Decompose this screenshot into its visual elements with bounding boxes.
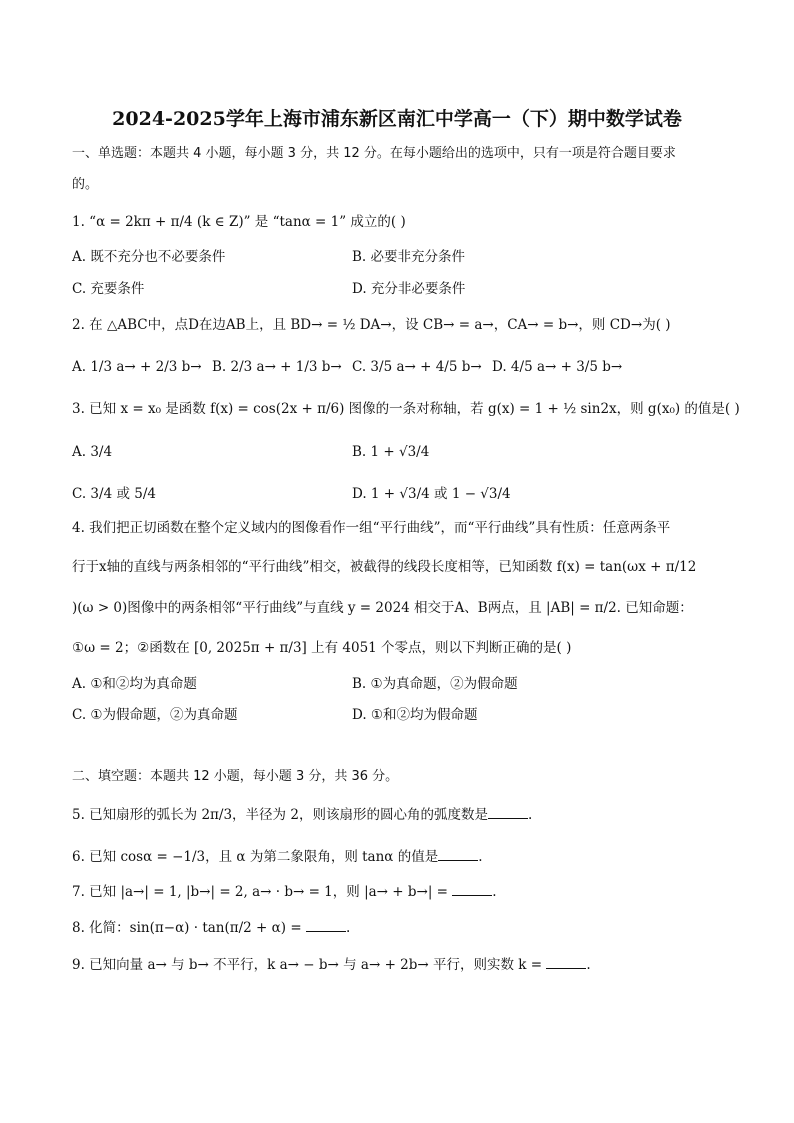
q3-option-a: A. 3/4	[72, 444, 113, 460]
q9-end: .	[586, 957, 591, 973]
answer-blank	[546, 955, 586, 969]
question-3-stem: 3. 已知 x = x₀ 是函数 f(x) = cos(2x + π/6) 图像的一条对称轴，若 g(x) = 1 + ½ sin2x，则 g(x₀) 的值是( )	[72, 401, 740, 417]
q1-option-b: B. 必要非充分条件	[352, 249, 466, 265]
question-7	[72, 882, 497, 902]
q6-end: .	[478, 849, 483, 865]
section1-header: 一、单选题：本题共 4 小题，每小题 3 分，共 12 分。在每小题给出的选项中，只有一项是符合题目要求	[72, 146, 676, 161]
q7-text: 7. 已知 |a→| = 1, |b→| = 2, a→ · b→ = 1，则 |a→ + b→| =	[72, 884, 453, 900]
q1-option-a: A. 既不充分也不必要条件	[72, 249, 226, 265]
q7-end: .	[492, 884, 497, 900]
section1-header-cont: 的。	[72, 177, 99, 192]
q8-end: .	[345, 920, 351, 936]
question-4-stem-line1: 4. 我们把正切函数在整个定义域内的图像看作一组“平行曲线”，而“平行曲线”具有性质：任意两条平	[72, 520, 671, 536]
q6-text: 6. 已知 cosα = −1/3，且 α 为第二象限角，则 tanα 的值是	[72, 849, 439, 865]
q2-option-c: C. 3/5 a→ + 4/5 b→	[352, 359, 482, 375]
q4-option-a: A. ①和②均为真命题	[72, 676, 197, 692]
q3-option-b: B. 1 + √3/4	[352, 444, 430, 460]
q2-option-a: A. 1/3 a→ + 2/3 b→	[72, 359, 202, 375]
q8-text: 8. 化简：sin(π−α) · tan(π/2 + α) =	[72, 920, 306, 936]
q2-option-b: B. 2/3 a→ + 1/3 b→	[212, 359, 342, 375]
q3-option-d: D. 1 + √3/4 或 1 − √3/4	[352, 486, 511, 502]
question-4-stem-line2: 行于x轴的直线与两条相邻的“平行曲线”相交，被截得的线段长度相等，已知函数 f(x) = tan(ωx + π/12	[72, 559, 697, 575]
answer-blank	[452, 882, 492, 896]
q2-option-d: D. 4/5 a→ + 3/5 b→	[492, 359, 623, 375]
question-4-stem-line4: ①ω = 2；②函数在 [0, 2025π + π/3] 上有 4051 个零点，则以下判断正确的是( )	[72, 640, 572, 656]
question-4-stem-line3: )(ω > 0)图像中的两条相邻“平行曲线”与直线 y = 2024 相交于A、B两点，且 |AB| = π/2. 已知命题：	[72, 600, 693, 616]
q3-option-c: C. 3/4 或 5/4	[72, 486, 156, 502]
answer-blank	[438, 847, 478, 861]
question-2-stem: 2. 在 △ABC中，点D在边AB上，且 BD→ = ½ DA→，设 CB→ = a→，CA→ = b→，则 CD→为( )	[72, 317, 671, 333]
q1-option-c: C. 充要条件	[72, 281, 145, 297]
q5-end: .	[527, 807, 533, 823]
q9-text: 9. 已知向量 a→ 与 b→ 不平行，k a→ − b→ 与 a→ + 2b→ 平行，则实数 k =	[72, 957, 547, 973]
question-5	[72, 805, 532, 825]
page-title: 2024-2025学年上海市浦东新区南汇中学高一（下）期中数学试卷	[112, 108, 682, 130]
q5-text: 5. 已知扇形的弧长为 2π/3，半径为 2，则该扇形的圆心角的弧度数是	[72, 807, 488, 823]
question-6	[72, 847, 483, 867]
q4-option-b: B. ①为真命题，②为假命题	[352, 676, 518, 692]
question-1-stem: 1. “α = 2kπ + π/4 (k ∈ Z)” 是 “tanα = 1” 成立的( )	[72, 214, 406, 230]
answer-blank	[488, 805, 528, 819]
q4-option-d: D. ①和②均为假命题	[352, 707, 478, 723]
question-8	[72, 918, 350, 938]
q4-option-c: C. ①为假命题，②为真命题	[72, 707, 238, 723]
q1-option-d: D. 充分非必要条件	[352, 281, 466, 297]
answer-blank	[306, 918, 346, 932]
question-9	[72, 955, 591, 975]
section2-header: 二、填空题：本题共 12 小题，每小题 3 分，共 36 分。	[72, 769, 399, 784]
